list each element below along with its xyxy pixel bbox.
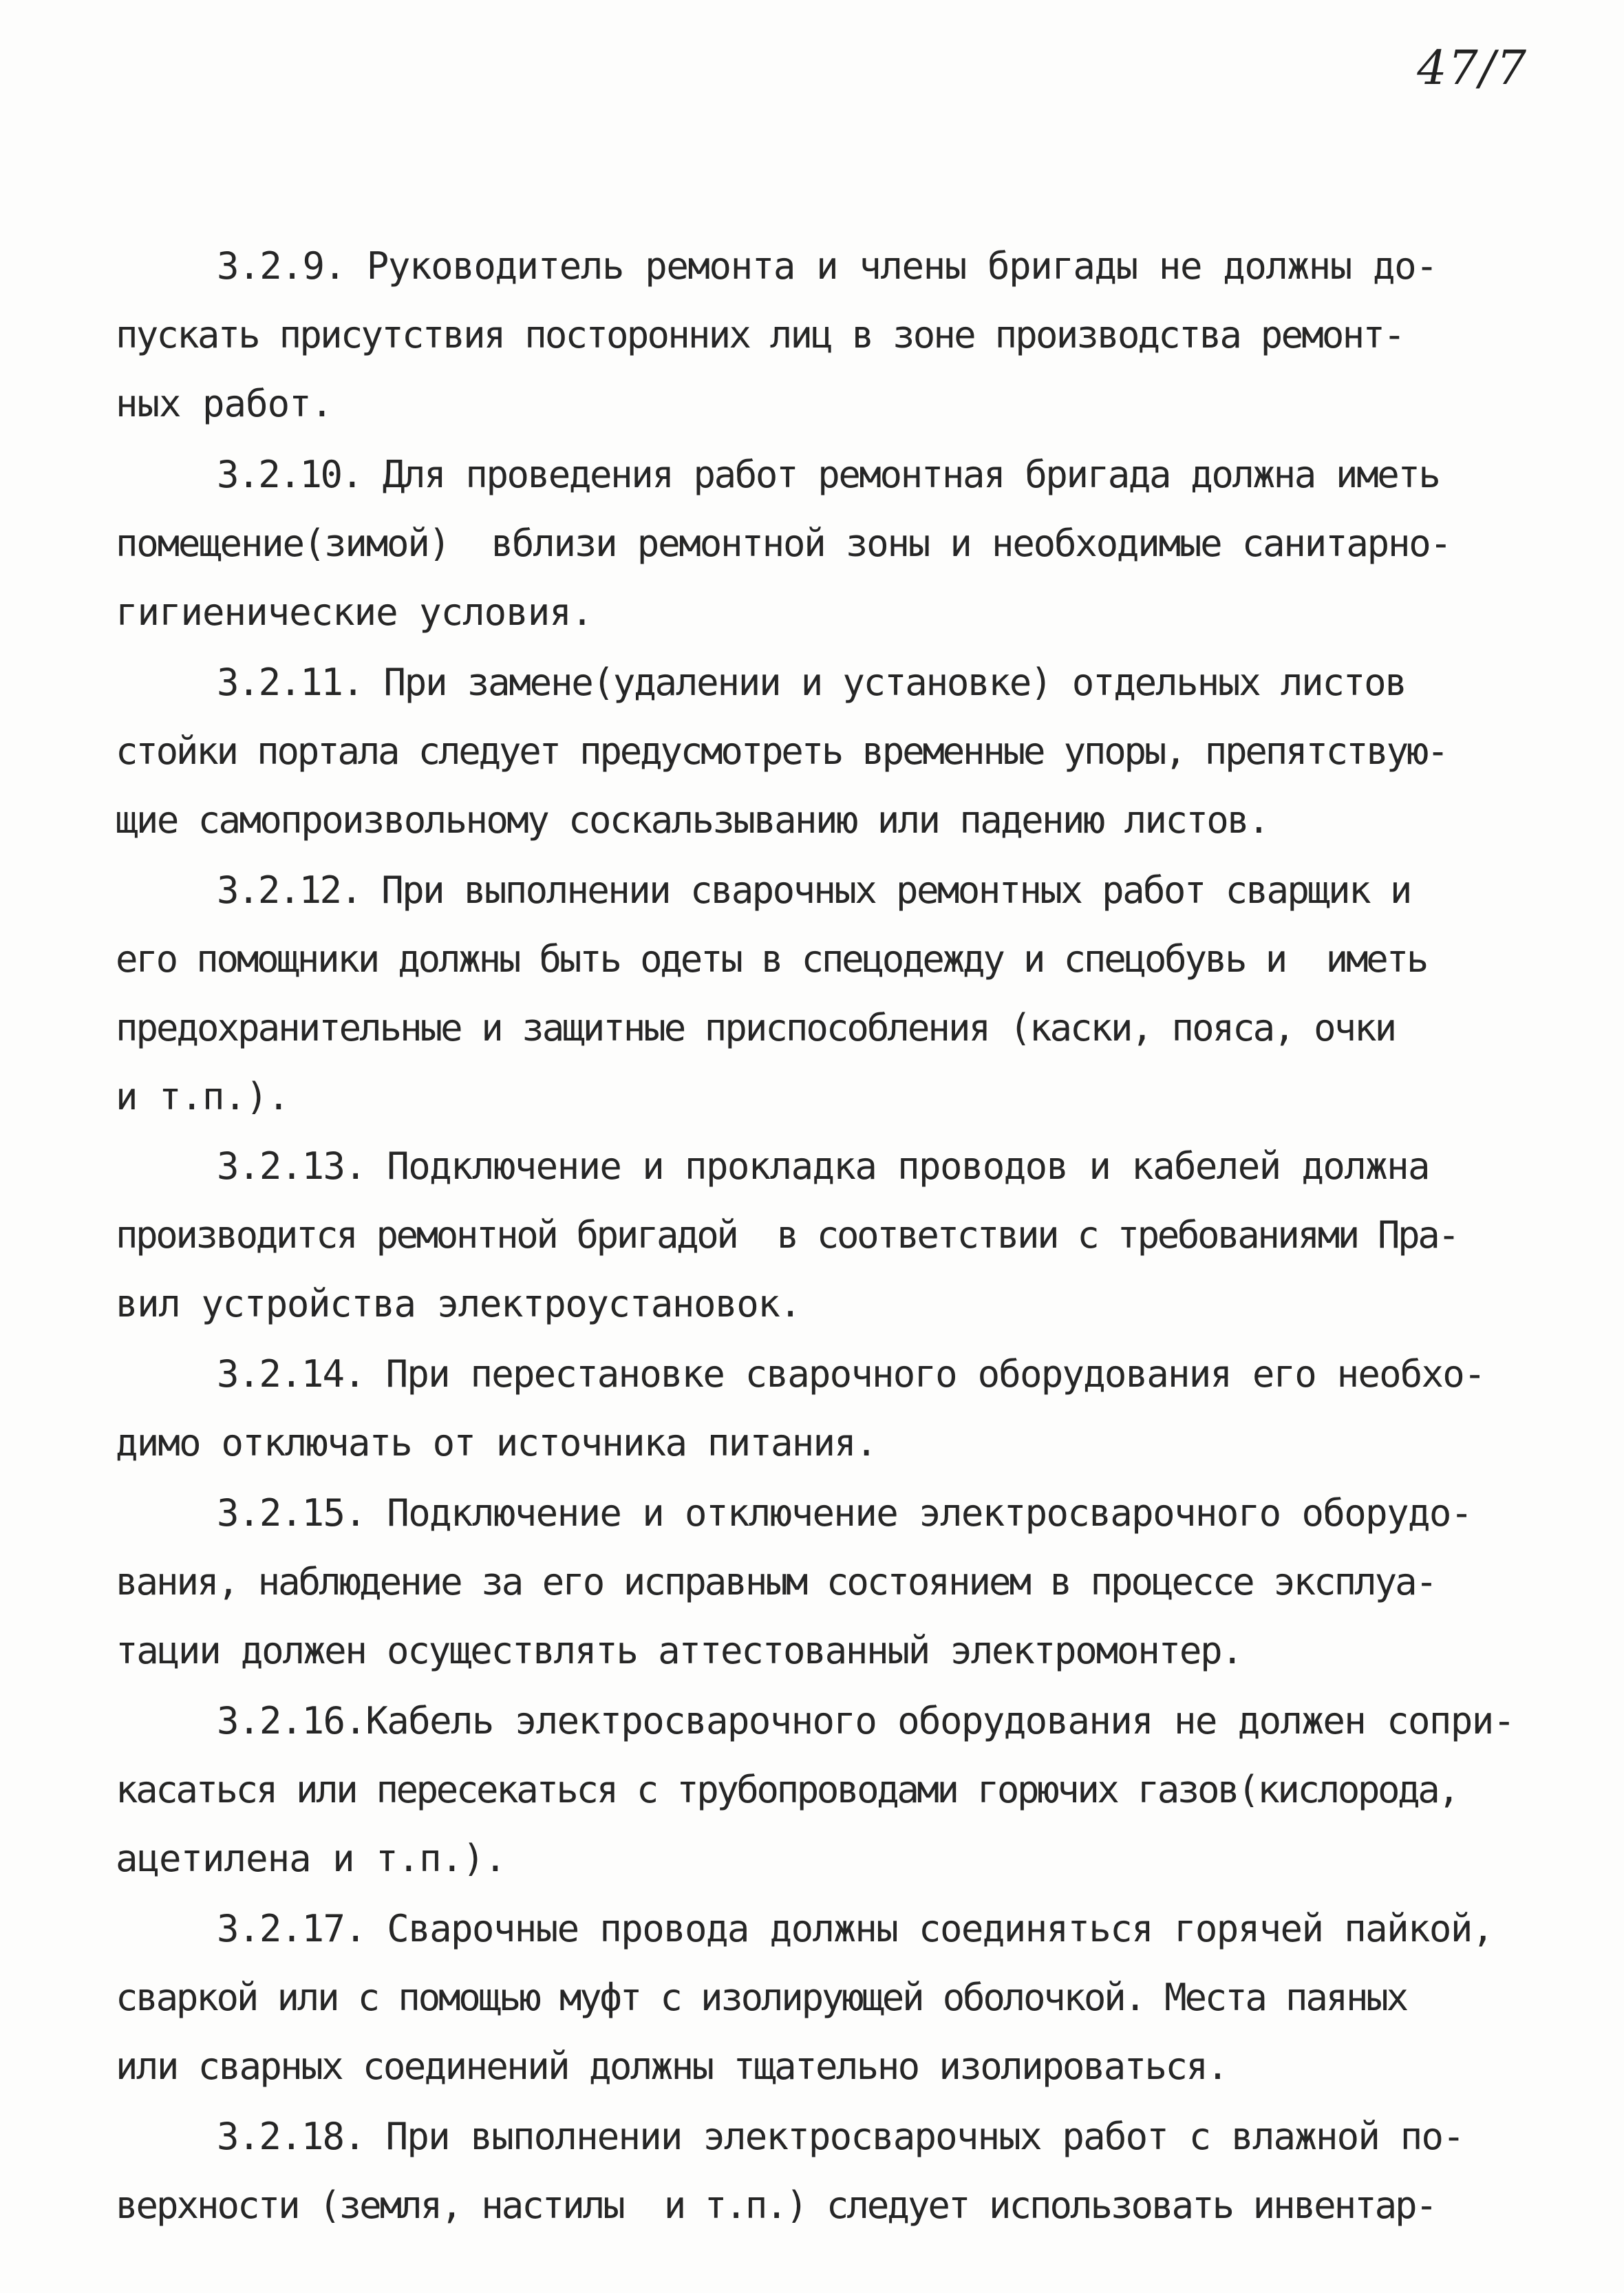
para-3-2-15-line-3: тации должен осуществлять аттестованный электромонтер. — [116, 1629, 1242, 1672]
para-3-2-12-line-4: и т.п.). — [116, 1075, 290, 1118]
para-3-2-17-line-2: сваркой или с помощью муфт с изолирующей оболочкой. Места паяных — [116, 1976, 1407, 2019]
para-3-2-17-line-3: или сварных соединений должны тщательно изолироваться. — [116, 2045, 1228, 2088]
para-3-2-12-line-3: предохранительные и защитные приспособления (каски, пояса, очки — [116, 1006, 1396, 1049]
para-3-2-10-line-3: гигиенические условия. — [116, 590, 593, 634]
para-3-2-18-line-2: верхности (земля, настилы и т.п.) следует использовать инвентар- — [116, 2184, 1436, 2227]
para-3-2-18-line-1: 3.2.18. При выполнении электросварочных работ с влажной по- — [217, 2115, 1464, 2158]
para-3-2-9-line-1: 3.2.9. Руководитель ремонта и члены бригады не должны до- — [217, 244, 1438, 288]
para-3-2-15-line-2: вания, наблюдение за его исправным состоянием в процессе эксплуа- — [116, 1560, 1436, 1603]
para-3-2-9-line-3: ных работ. — [116, 382, 333, 425]
para-3-2-14-line-1: 3.2.14. При перестановке сварочного оборудования его необхо- — [217, 1352, 1485, 1396]
para-3-2-16-line-1: 3.2.16.Кабель электросварочного оборудования не должен сопри- — [217, 1699, 1515, 1742]
para-3-2-12-line-2: его помощники должны быть одеты в спецодежду и спецобувь и иметь — [116, 937, 1427, 981]
para-3-2-9-line-2: пускать присутствия посторонних лиц в зоне производства ремонт- — [116, 313, 1404, 356]
para-3-2-13-line-1: 3.2.13. Подключение и прокладка проводов и кабелей должна — [217, 1144, 1429, 1188]
para-3-2-11-line-3: щие самопроизвольному соскальзыванию или падению листов. — [116, 798, 1269, 842]
para-3-2-11-line-2: стойки портала следует предусмотреть временные упоры, препятствую- — [116, 729, 1447, 773]
para-3-2-10-line-2: помещение(зимой) вблизи ремонтной зоны и необходимые санитарно- — [116, 522, 1451, 565]
para-3-2-14-line-2: димо отключать от источника питания. — [116, 1421, 877, 1464]
para-3-2-15-line-1: 3.2.15. Подключение и отключение электросварочного оборудо- — [217, 1491, 1472, 1535]
para-3-2-16-line-3: ацетилена и т.п.). — [116, 1837, 506, 1880]
para-3-2-16-line-2: касаться или пересекаться с трубопроводами горючих газов(кислорода, — [116, 1768, 1458, 1811]
para-3-2-13-line-2: производится ремонтной бригадой в соответствии с требованиями Пра- — [116, 1213, 1458, 1257]
para-3-2-12-line-1: 3.2.12. При выполнении сварочных ремонтных работ сварщик и — [217, 868, 1411, 912]
para-3-2-11-line-1: 3.2.11. При замене(удалении и установке) отдельных листов — [217, 661, 1406, 704]
para-3-2-17-line-1: 3.2.17. Сварочные провода должны соединяться горячей пайкой, — [217, 1907, 1493, 1950]
page-number: 47/7 — [1417, 41, 1528, 96]
para-3-2-13-line-3: вил устройства электроустановок. — [116, 1282, 801, 1325]
para-3-2-10-line-1: 3.2.10. Для проведения работ ремонтная бригада должна иметь — [217, 453, 1440, 496]
